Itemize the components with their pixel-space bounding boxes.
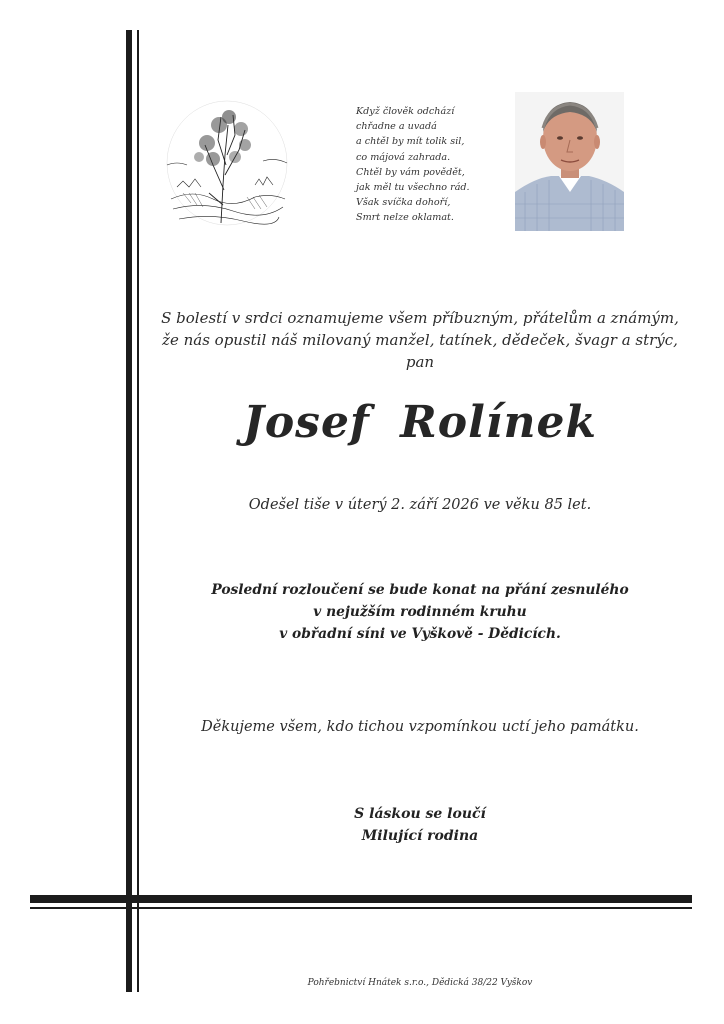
funeral-info bbox=[150, 579, 690, 645]
thanks-text: Děkujeme všem, kdo tichou vzpomínkou uctí jeho památku. bbox=[201, 719, 639, 735]
intro-line: že nás opustil náš milovaný manžel, tatínek, dědeček, švagr a strýc, bbox=[162, 331, 678, 349]
poem-line: Když člověk odchází bbox=[356, 106, 455, 117]
announcement-intro bbox=[150, 307, 690, 373]
poem-line: a chtěl by mít tolik sil, bbox=[356, 136, 465, 148]
poem-line: Smrt nelze oklamat. bbox=[356, 212, 454, 224]
funeral-info-line: v obřadní síni ve Vyškově - Dědicích. bbox=[279, 626, 561, 642]
portrait-photo bbox=[515, 92, 624, 231]
cross-vertical-bar bbox=[126, 30, 132, 992]
poem-line: co májová zahrada. bbox=[356, 151, 451, 163]
poem-line: Však svíčka dohoří, bbox=[356, 197, 451, 209]
funeral-info-line: Poslední rozloučení se bude konat na přání zesnulého bbox=[211, 582, 629, 598]
signature-line: S láskou se loučí bbox=[354, 806, 486, 822]
family-signature bbox=[150, 803, 690, 847]
poem-line: Chtěl by vám povědět, bbox=[356, 166, 465, 178]
intro-line: S bolestí v srdci oznamujeme všem příbuzným, přátelům a známým, bbox=[161, 309, 679, 327]
funeral-info-line: v nejužším rodinném kruhu bbox=[313, 604, 527, 620]
poem-line: chřadne a uvadá bbox=[356, 121, 437, 133]
intro-line: pan bbox=[405, 353, 435, 371]
cross-vertical-thin-line bbox=[137, 30, 139, 992]
departed-date-text: Odešel tiše v úterý 2. září 2026 ve věku 85 let. bbox=[248, 497, 592, 513]
signature-line: Milující rodina bbox=[361, 828, 479, 844]
funeral-home-footer: Pohřebnictví Hnátek s.r.o., Dědická 38/22 Vyškov bbox=[307, 978, 533, 988]
cross-horizontal-bar bbox=[30, 895, 692, 903]
poem-line: jak měl tu všechno rád. bbox=[356, 182, 470, 194]
tree-sketch-illustration bbox=[163, 95, 291, 235]
deceased-name: Josef Rolínek bbox=[243, 397, 597, 448]
cross-horizontal-thin-line bbox=[30, 907, 692, 909]
poem bbox=[356, 104, 506, 226]
